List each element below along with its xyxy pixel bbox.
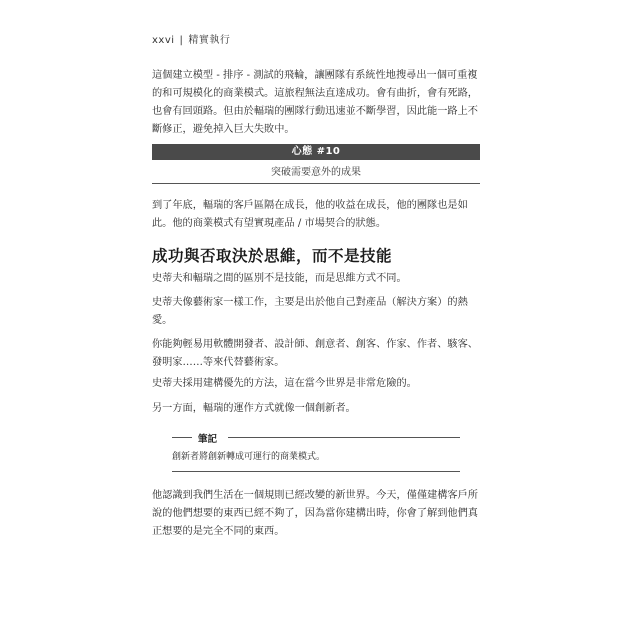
note-label: 筆記 (198, 434, 218, 445)
paragraph-substitutes: 你能夠輕易用軟體開發者、設計師、創意者、創客、作家、作者、駭客、發明家……等來代替藝術家。 (152, 339, 478, 368)
note-rule-right (228, 437, 460, 438)
running-header (152, 31, 230, 46)
paragraph-build-first: 史蒂夫採用建構優先的方法，這在當今世界是非常危險的。 (152, 378, 417, 389)
paragraph-difference: 史蒂夫和輻瑞之間的區別不是技能，而是思維方式不同。 (152, 273, 407, 284)
page-number: xxvi (152, 35, 175, 46)
mindset-banner: 心態 #10 (152, 144, 480, 160)
note-rule-bottom (172, 471, 460, 472)
paragraph-innovator: 另一方面，輻瑞的運作方式就像一個創新者。 (152, 403, 356, 414)
paragraph-year-end: 到了年底，輻瑞的客戶區隔在成長，他的收益在成長，他的團隊也是如此。他的商業模式有望實現產品 / 市場契合的狀態。 (152, 200, 468, 229)
paragraph-artist: 史蒂夫像藝術家一樣工作，主要是出於他自己對產品（解決方案）的熱愛。 (152, 297, 468, 326)
paragraph-flywheel: 這個建立模型 - 排序 - 測試的飛輪，讓團隊有系統性地搜尋出一個可重複的和可規模化的商業模式。這旅程無法直達成功。會有曲折，會有死路，也會有回頭路。但由於輻瑞的團隊行動迅速並不斷學習，因此能一路上不斷修正，避免掉入巨大失敗中。 (152, 70, 478, 135)
mindset-divider (152, 183, 480, 184)
book-title: 精實執行 (188, 35, 231, 46)
header-separator: | (179, 35, 184, 46)
note-text: 創新者將創新轉成可運行的商業模式。 (172, 452, 326, 462)
section-heading: 成功與否取決於思維，而不是技能 (152, 247, 393, 265)
note-rule-left (172, 437, 192, 438)
paragraph-new-world: 他認識到我們生活在一個規則已經改變的新世界。今天，僅僅建構客戶所說的他們想要的東西已經不夠了，因為當你建構出時，你會了解到他們真正想要的是完全不同的東西。 (152, 490, 478, 537)
mindset-subtitle: 突破需要意外的成果 (271, 167, 361, 178)
